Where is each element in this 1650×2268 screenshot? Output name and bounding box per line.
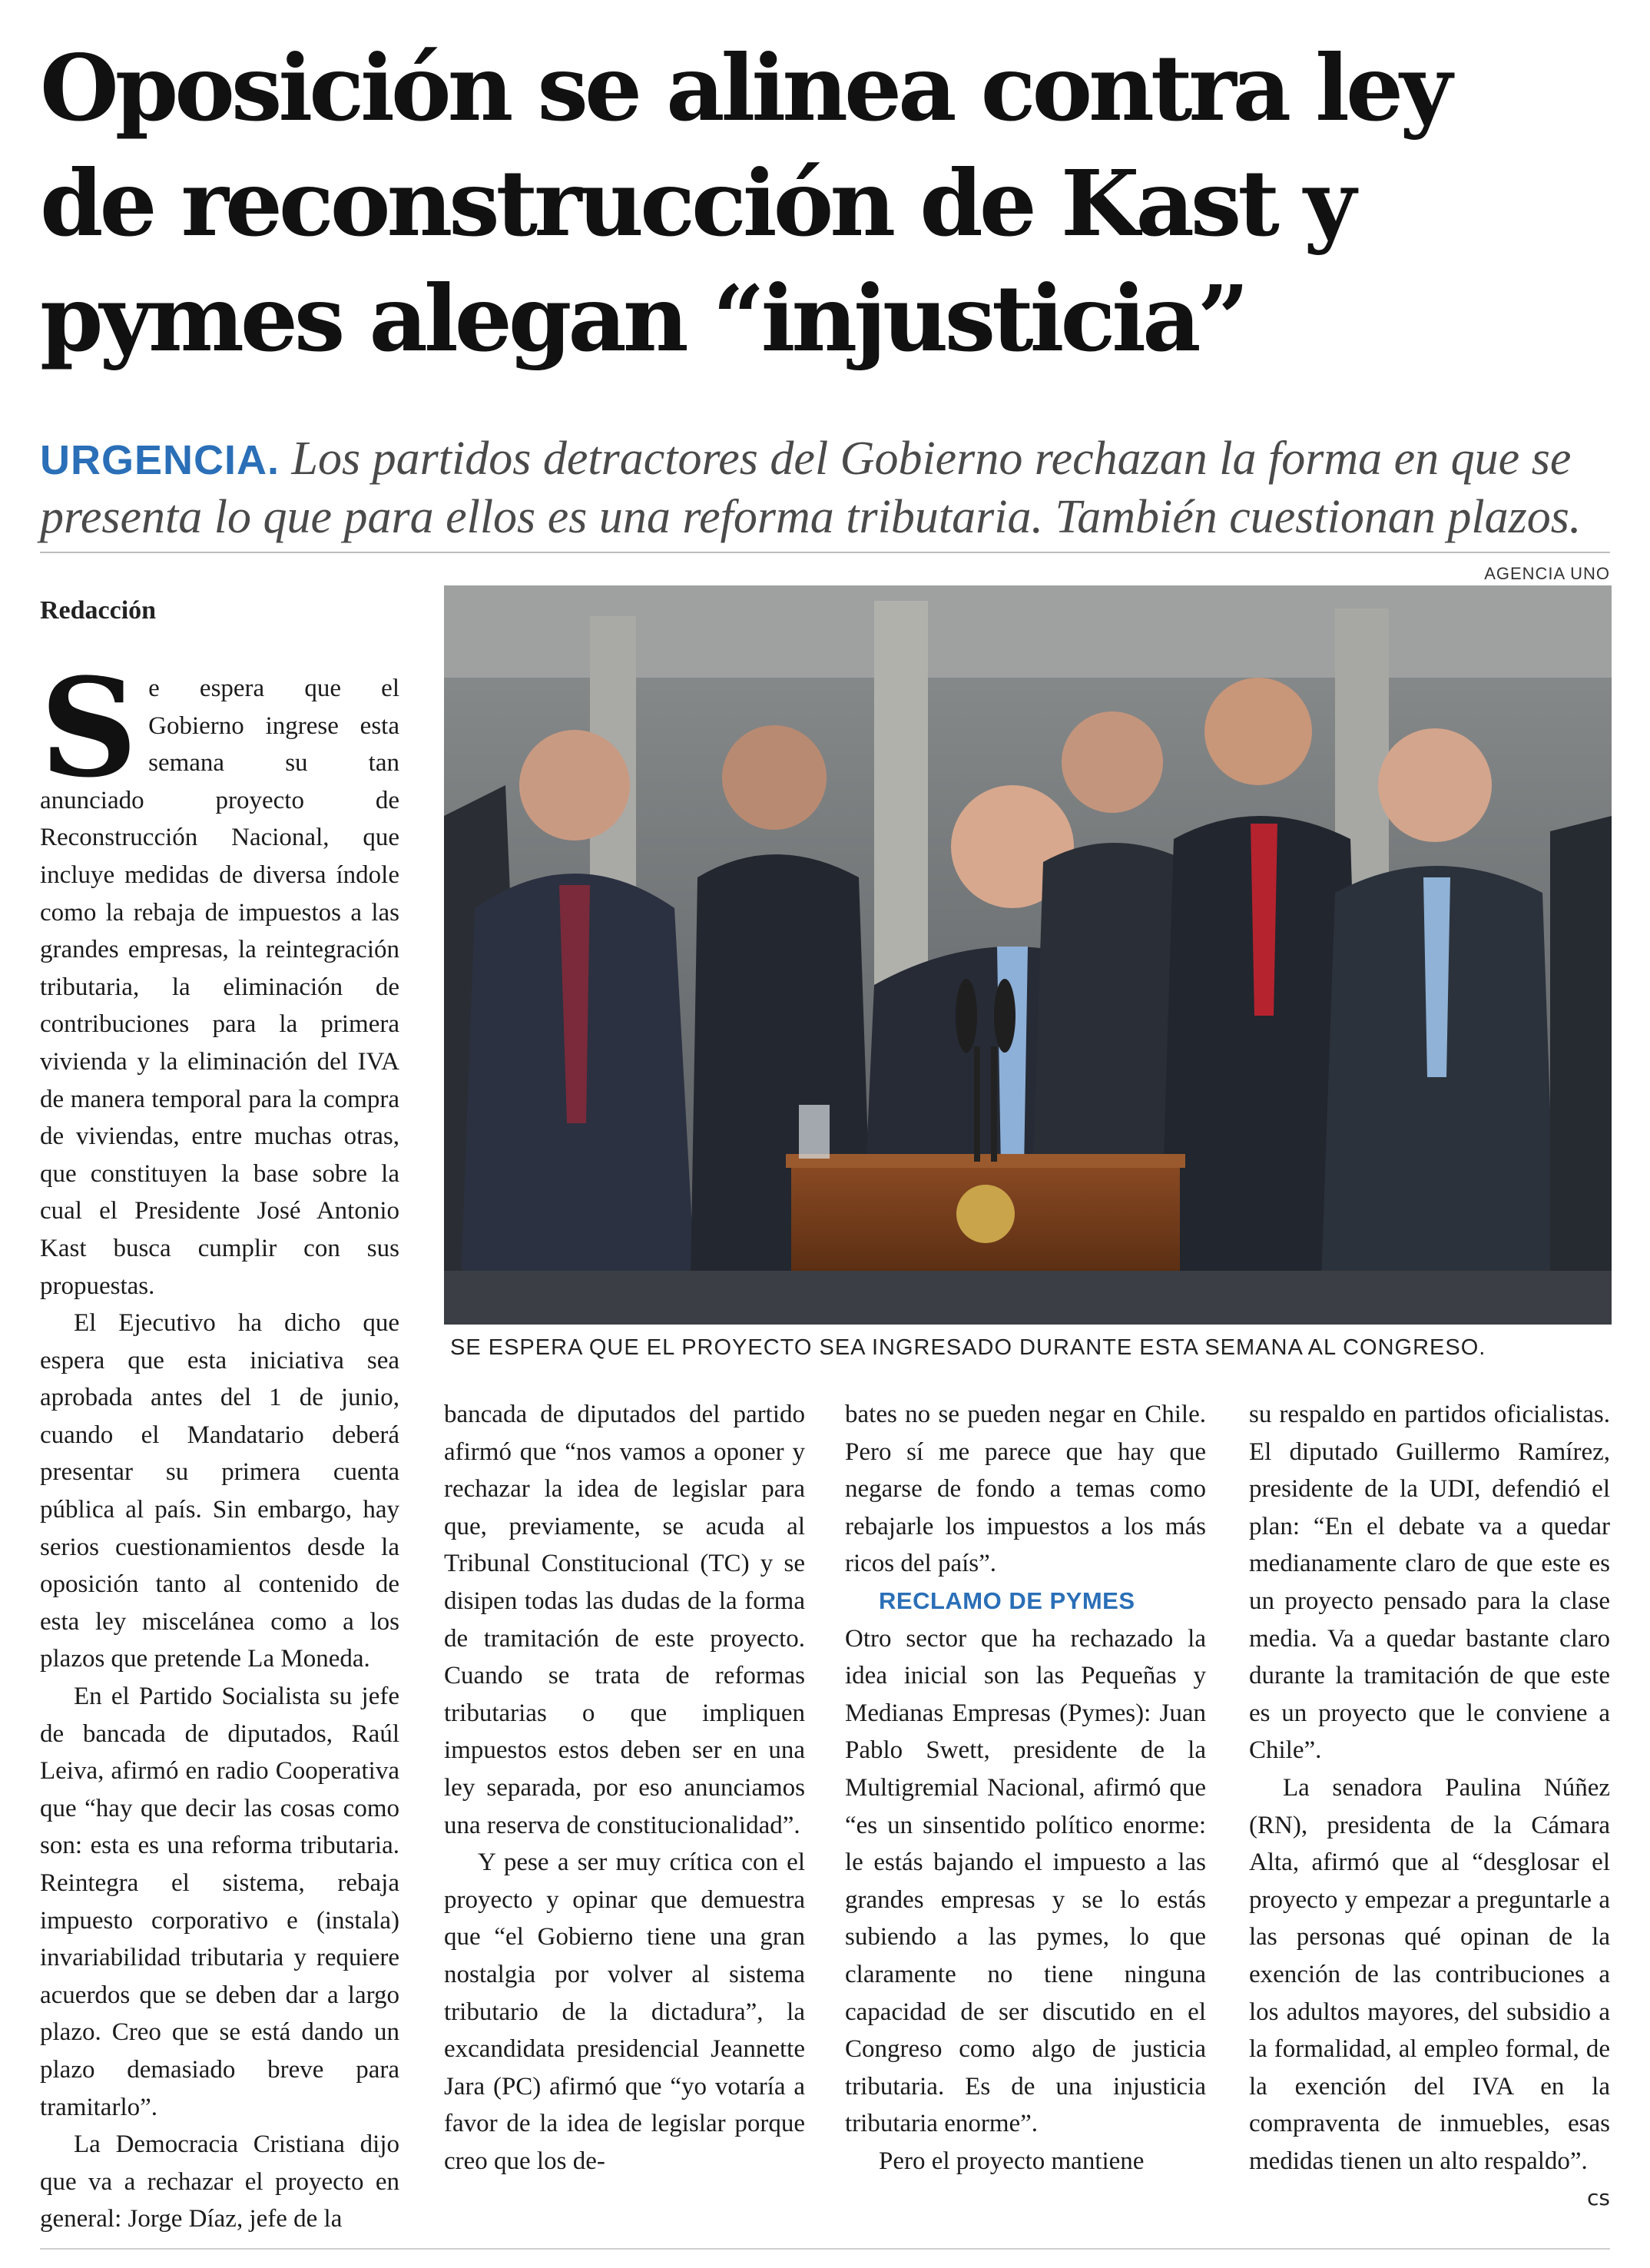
news-photo (444, 585, 1612, 1325)
article-column-4 (1249, 1396, 1610, 2217)
paragraph: bancada de diputados del partido afirmó que “nos vamos a oponer y rechazar la idea de legislar para que, previamente, se acuda al Tribunal Constitucional (TC) y se disipen todas las dudas de la forma de tramitación de este proyecto. Cuando se trata de reformas tributarias o que impliquen impuestos estos deben ser en una ley separada, por eso anunciamos una reserva de constitucionalidad”. (444, 1401, 805, 1839)
divider (40, 552, 1610, 553)
article-column-3 (845, 1396, 1206, 2180)
photo-illustration (444, 585, 1612, 1325)
deck-label: URGENCIA. (40, 437, 280, 483)
drop-cap: S (40, 648, 138, 807)
paragraph: La senadora Paulina Núñez (RN), presidenta de la Cámara Alta, afirmó que al “desglosar el proyecto y empezar a preguntarle a las personas qué opinan de la exención de las contribuciones a los adultos mayores, del subsidio a la formalidad, al empleo formal, de la exención del IVA en la compraventa de inmuebles, esas medidas tienen un alto respaldo”. (1249, 1773, 1610, 2175)
headline-line-2: de reconstrucción de Kast y (40, 150, 1353, 257)
paragraph: Otro sector que ha rechazado la idea inicial son las Pequeñas y Medianas Empresas (Pymes): Juan Pablo Swett, presidente de la Multigremial Nacional, afirmó que “es un sinsentido político enorme: le estás bajando el impuesto a las grandes empresas y se lo estás subiendo a las pymes, lo que claramente no tiene ninguna capacidad de ser discutido en el Congreso como algo de justicia tributaria. Es de una injusticia tributaria enorme”. (845, 1624, 1206, 2138)
paragraph: El Ejecutivo ha dicho que espera que esta iniciativa sea aprobada antes del 1 de junio, cuando el Mandatario deberá presentar su primera cuenta pública al país. Sin embargo, hay serios cuestionamientos desde la oposición tanto al contenido de esta ley miscelánea como a los plazos que pretende La Moneda. (40, 1309, 399, 1673)
byline: Redacción (40, 596, 157, 625)
photo-credit: AGENCIA UNO (1484, 564, 1610, 583)
deck (40, 430, 1630, 545)
article-column-2 (444, 1396, 805, 2180)
section-subhead: RECLAMO DE PYMES (879, 1587, 1135, 1614)
end-mark: cs (1587, 2185, 1610, 2211)
bottom-divider (40, 2248, 1610, 2250)
paragraph: Pero el proyecto mantiene (879, 2147, 1145, 2175)
photo-caption: SE ESPERA QUE EL PROYECTO SEA INGRESADO DURANTE ESTA SEMANA AL CONGRESO. (450, 1335, 1486, 1360)
headline (40, 31, 1622, 376)
paragraph: e espera que el Gobierno ingrese esta semana su tan anunciado proyecto de Reconstrucción Nacional, que incluye medidas de diversa índole como la rebaja de impuestos a las grandes empresas, la reintegración tributaria, la eliminación de contribuciones para la primera vivienda y la eliminación del IVA de manera temporal para la compra de viviendas, entre muchas otras, que constituyen la base sobre la cual el Presidente José Antonio Kast busca cumplir con sus propuestas. (40, 675, 399, 1300)
headline-line-1: Oposición se alinea contra ley (40, 35, 1449, 141)
article-column-1 (40, 648, 399, 2238)
headline-line-3: pymes alegan “injusticia” (40, 265, 1246, 372)
deck-text: Los partidos detractores del Gobierno rechazan la forma en que se presenta lo que para ellos es una reforma tributaria. También cuestionan plazos. (40, 433, 1582, 543)
paragraph: La Democracia Cristiana dijo que va a rechazar el proyecto en general: Jorge Díaz, jefe de la (40, 2130, 399, 2233)
paragraph: Y pese a ser muy crítica con el proyecto y opinar que demuestra que “el Gobierno tiene una gran nostalgia por volver al sistema tributario de la dictadura”, la excandidata presidencial Jeannette Jara (PC) afirmó que “yo votaría a favor de la idea de legislar porque creo que los de- (444, 1849, 805, 2175)
paragraph: su respaldo en partidos oficialistas. El diputado Guillermo Ramírez, presidente de la UDI, defendió el plan: “En el debate va a quedar medianamente claro de que este es un proyecto pensado para la clase media. Va a quedar bastante claro durante la tramitación de que este es un proyecto que le conviene a Chile”. (1249, 1401, 1610, 1765)
paragraph: En el Partido Socialista su jefe de bancada de diputados, Raúl Leiva, afirmó en radio Cooperativa que “hay que decir las cosas como son: esta es una reforma tributaria. Reintegra el sistema, rebaja impuesto corporativo e (instala) invariabilidad tributaria y requiere acuerdos que se deben dar a largo plazo. Creo que se está dando un plazo demasiado breve para tramitarlo”. (40, 1683, 399, 2121)
paragraph: bates no se pueden negar en Chile. Pero sí me parece que hay que negarse de fondo a temas como rebajarle los impuestos a los más ricos del país”. (845, 1401, 1206, 1578)
